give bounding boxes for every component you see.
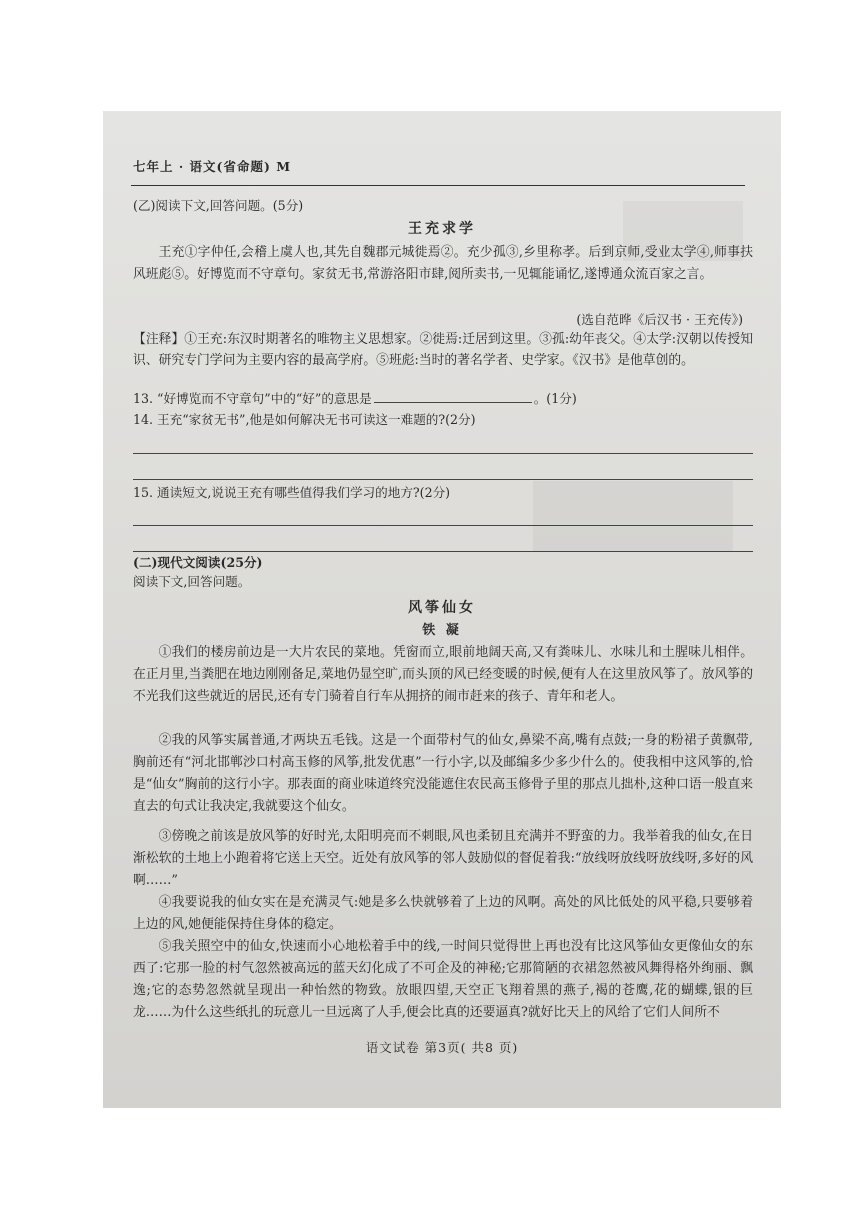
header-rule <box>131 185 745 186</box>
modern-paragraph-5: ⑤我关照空中的仙女,快速而小心地松着手中的线,一时间只觉得世上再也没有比这风筝仙女更像仙女的东西了:它那一脸的村气忽然被高远的蓝天幻化成了不可企及的神秘;它那简陋的衣裙忽然被风舞得格外绚丽、飘逸;它的态势忽然就呈现出一种怡然的物致。放眼四望,天空正飞翔着黑的燕子,褐的苍鹰,花的蝴蝶,银的巨龙……为什么这些纸扎的玩意儿一旦远离了人手,便会比真的还要逼真?就好比天上的风给了它们人间所不 <box>133 939 753 1020</box>
classical-source: (选自范晔《后汉书 · 王充传》) <box>576 312 743 327</box>
question-14: 14. 王充“家贫无书”,他是如何解决无书可读这一难题的?(2分) <box>133 412 476 427</box>
modern-author: 铁 凝 <box>422 623 462 638</box>
modern-paragraph-2: ②我的风筝实属普通,才两块五毛钱。这是一个面带村气的仙女,鼻梁不高,嘴有点鼓;一身的粉裙子黄飘带,胸前还有“河北邯郸沙口村高玉修的风筝,批发优惠”一行小字,以及邮编多少多少什么的。使我相中这风筝的,恰是“仙女”胸前的这行小字。那表面的商业味道终究没能遮住农民高玉修骨子里的那点儿拙朴,这种口语一般直来直去的句式让我决定,我就要这个仙女。 <box>133 733 753 814</box>
classical-body: 王充①字仲任,会稽上虞人也,其先自魏郡元城徙焉②。充少孤③,乡里称孝。后到京师,受业太学④,师事扶风班彪⑤。好博览而不守章句。家贫无书,常游洛阳市肆,阅所卖书,一见辄能诵忆,遂博通众流百家之言。 <box>133 245 753 282</box>
question-13-score: 。(1分) <box>533 391 577 406</box>
section-yi-heading: (乙)阅读下文,回答问题。(5分) <box>133 198 304 213</box>
page-header: 七年上 · 语文(省命题) M <box>133 159 292 174</box>
question-13-text: 13. “好博览而不守章句”中的“好”的意思是 <box>133 391 372 406</box>
modern-title: 风筝仙女 <box>408 600 476 616</box>
exam-page <box>103 111 781 1108</box>
modern-paragraph-4: ④我要说我的仙女实在是充满灵气:她是多么快就够着了上边的风啊。高处的风比低处的风平稳,只要够着上边的风,她便能保持住身体的稳定。 <box>133 895 753 932</box>
bleed-through-shadow <box>533 481 733 551</box>
question-15: 15. 通读短文,说说王充有哪些值得我们学习的地方?(2分) <box>133 485 451 500</box>
modern-paragraph-1: ①我们的楼房前边是一大片农民的菜地。凭窗而立,眼前地阔天高,又有粪味儿、水味儿和土腥味儿相伴。在正月里,当粪肥在地边刚刚备足,菜地仍显空旷,而头顶的风已经变暖的时候,便有人在这里放风筝了。放风筝的不光我们这些就近的居民,还有专门骑着自行车从拥挤的闹市赶来的孩子、青年和老人。 <box>133 645 753 704</box>
question-13-answer-blank[interactable] <box>374 390 532 403</box>
modern-paragraph-3: ③傍晚之前该是放风筝的好时光,太阳明亮而不刺眼,风也柔韧且充满并不野蛮的力。我举着我的仙女,在日渐松软的土地上小跑着将它送上天空。近处有放风筝的邻人鼓励似的督促着我:“放线呀放线呀放线呀,多好的风啊……” <box>133 829 753 888</box>
section-er-heading: (二)现代文阅读(25分) <box>133 555 263 570</box>
question-14-answer-line[interactable] <box>133 479 753 480</box>
classical-title: 王充求学 <box>408 221 476 237</box>
page-footer: 语文试卷 第3页( 共8 页) <box>365 1040 519 1055</box>
question-14-answer-line[interactable] <box>133 453 753 454</box>
question-13 <box>133 388 577 409</box>
question-15-answer-line[interactable] <box>133 525 753 526</box>
section-er-instruction: 阅读下文,回答问题。 <box>133 574 251 589</box>
classical-notes: 【注释】①王充:东汉时期著名的唯物主义思想家。②徙焉:迁居到这里。③孤:幼年丧父。④太学:汉朝以传授知识、研究专门学问为主要内容的最高学府。⑤班彪:当时的著名学者、史学家。《汉书》是他草创的。 <box>133 332 753 368</box>
